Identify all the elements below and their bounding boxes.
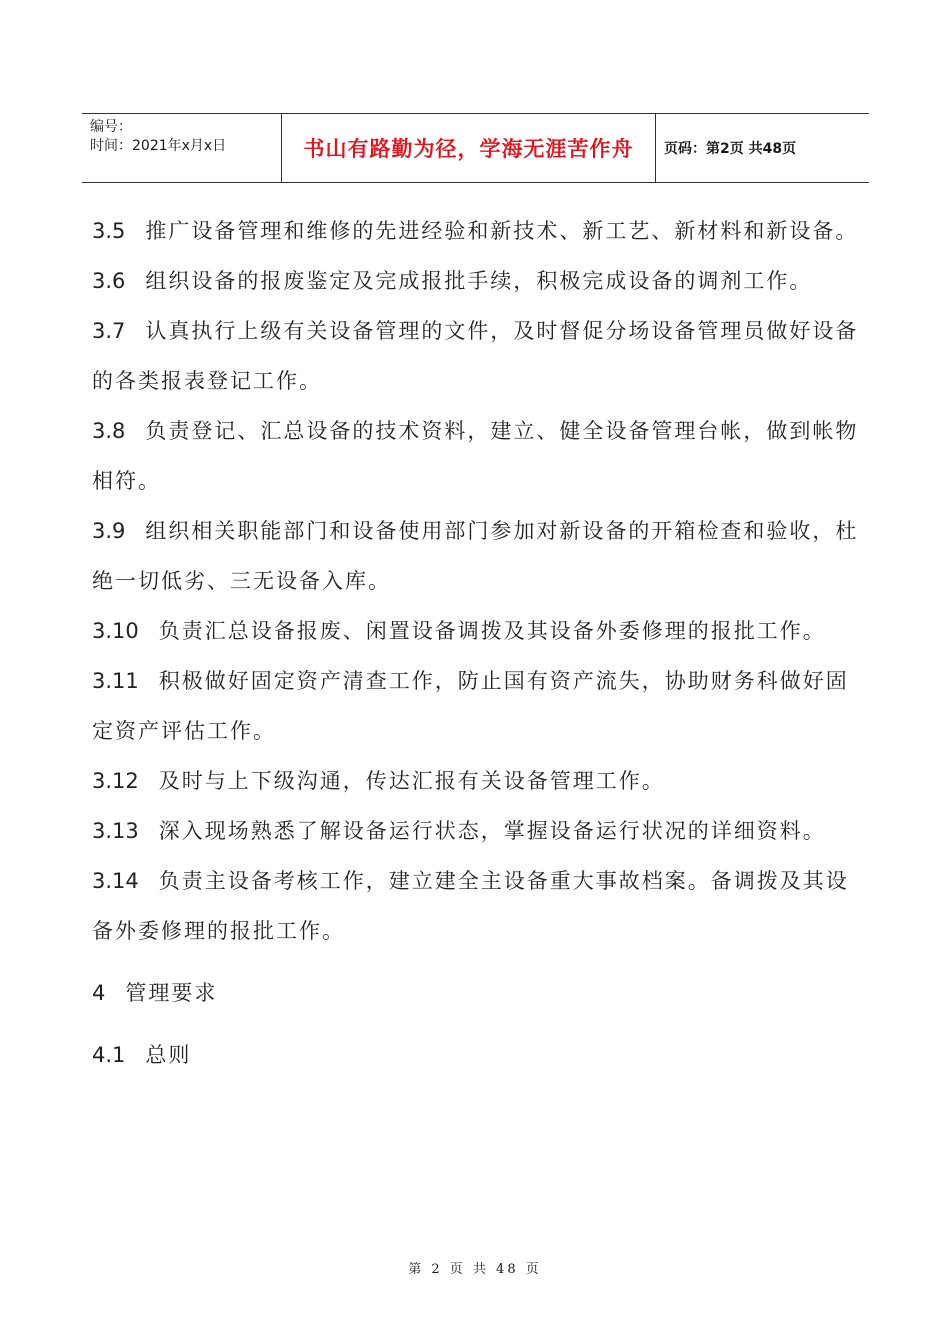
paragraph-number: 3.10	[92, 619, 139, 643]
paragraph-text: 组织相关职能部门和设备使用部门参加对新设备的开箱检查和验收，杜绝一切低劣、三无设备入库。	[92, 519, 859, 593]
paragraph-3-13	[92, 806, 868, 856]
paragraph-number: 3.5	[92, 219, 126, 243]
paragraph-3-11	[92, 656, 868, 756]
paragraph-text: 认真执行上级有关设备管理的文件，及时督促分场设备管理员做好设备的各类报表登记工作。	[92, 319, 859, 393]
paragraph-3-8	[92, 406, 868, 506]
section-heading-4	[92, 968, 868, 1018]
paragraph-text: 负责登记、汇总设备的技术资料，建立、健全设备管理台帐，做到帐物相符。	[92, 419, 859, 493]
paragraph-number: 3.12	[92, 769, 139, 793]
document-header	[82, 113, 869, 183]
paragraph-text: 组织设备的报废鉴定及完成报批手续，积极完成设备的调剂工作。	[145, 269, 813, 293]
section-title: 管理要求	[125, 981, 218, 1005]
paragraph-text: 负责主设备考核工作，建立建全主设备重大事故档案。备调拨及其设备外委修理的报批工作。	[92, 869, 849, 943]
paragraph-3-5	[92, 206, 868, 256]
time-label: 时间：2021年x月x日	[90, 138, 227, 154]
header-meta	[90, 118, 226, 156]
paragraph-text: 负责汇总设备报废、闲置设备调拨及其设备外委修理的报批工作。	[158, 619, 826, 643]
section-title: 总则	[145, 1043, 192, 1067]
section-heading-4-1	[92, 1030, 868, 1080]
paragraph-3-14	[92, 856, 868, 956]
paragraph-number: 3.11	[92, 669, 139, 693]
page-footer: 第 2 页 共 48 页	[408, 1262, 542, 1277]
paragraph-3-12	[92, 756, 868, 806]
header-motto: 书山有路勤为径，学海无涯苦作舟	[281, 114, 656, 182]
document-body	[92, 206, 868, 1080]
serial-label: 编号：	[90, 119, 132, 135]
paragraph-3-9	[92, 506, 868, 606]
paragraph-number: 3.13	[92, 819, 139, 843]
header-page-info: 页码：第2页 共48页	[664, 141, 797, 157]
paragraph-text: 深入现场熟悉了解设备运行状态，掌握设备运行状况的详细资料。	[158, 819, 826, 843]
paragraph-number: 3.8	[92, 419, 126, 443]
paragraph-3-7	[92, 306, 868, 406]
paragraph-text: 积极做好固定资产清查工作，防止国有资产流失，协助财务科做好固定资产评估工作。	[92, 669, 849, 743]
paragraph-text: 推广设备管理和维修的先进经验和新技术、新工艺、新材料和新设备。	[145, 219, 859, 243]
paragraph-text: 及时与上下级沟通，传达汇报有关设备管理工作。	[158, 769, 665, 793]
paragraph-number: 3.14	[92, 869, 139, 893]
paragraph-3-10	[92, 606, 868, 656]
paragraph-number: 3.7	[92, 319, 126, 343]
paragraph-3-6	[92, 256, 868, 306]
paragraph-number: 3.9	[92, 519, 126, 543]
section-number: 4.1	[92, 1043, 126, 1067]
section-number: 4	[92, 981, 106, 1005]
paragraph-number: 3.6	[92, 269, 126, 293]
